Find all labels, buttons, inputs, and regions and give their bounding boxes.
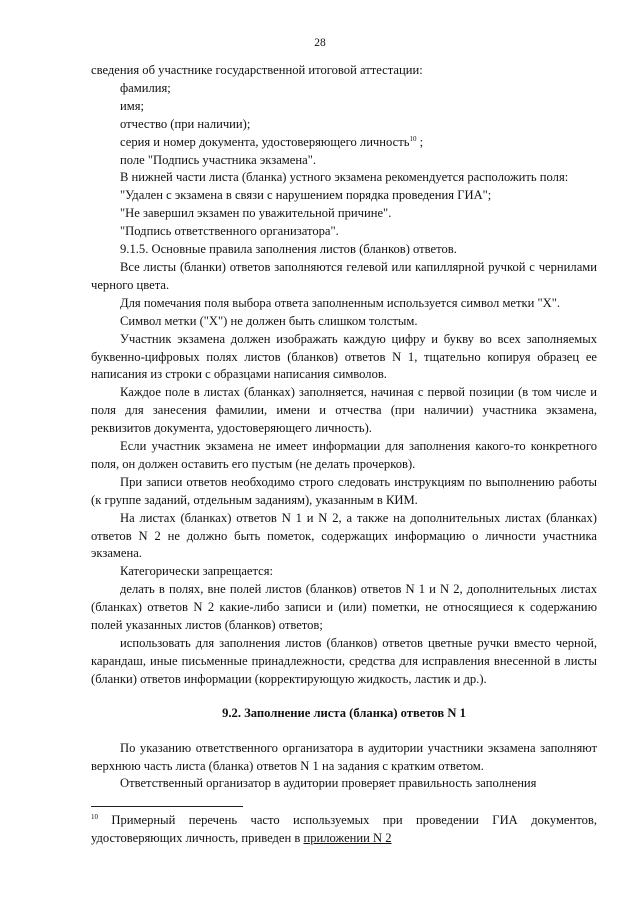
paragraph: Каждое поле в листах (бланках) заполняется, начиная с первой позиции (в том числе и поля для занесения фамилии, имени и отчества (при наличии) участника экзамена, реквизитов документа, удостоверяющего личность). [91, 385, 597, 436]
paragraph: сведения об участнике государственной итоговой аттестации: [91, 63, 423, 77]
footnote-divider [91, 806, 243, 807]
paragraph: поле "Подпись участника экзамена". [120, 152, 316, 167]
document-body [91, 62, 597, 793]
paragraph: Ответственный организатор в аудитории проверяет правильность заполнения [120, 776, 537, 791]
footnote-reference[interactable]: 10 [409, 134, 417, 143]
section-subheading: 9.1.5. Основные правила заполнения листов (бланков) ответов. [120, 242, 457, 257]
paragraph: В нижней части листа (бланка) устного экзамена рекомендуется расположить поля: [120, 170, 569, 185]
paragraph: использовать для заполнения листов (бланков) ответов цветные ручки вместо черной, карандаш, иные письменные принадлежности, средства для исправления внесенной в листы (бланки) ответов информации (корректирующую жидкость, ластик и др.). [91, 636, 597, 686]
page-number: 28 [314, 37, 326, 49]
paragraph: На листах (бланках) ответов N 1 и N 2, а также на дополнительных листах (бланках) ответов N 2 не должно быть пометок, содержащих информацию о личности участника экзамена. [91, 510, 597, 561]
paragraph-text: серия и номер документа, удостоверяющего личность [120, 134, 410, 149]
paragraph: По указанию ответственного организатора в аудитории участники экзамена заполняют верхнюю часть листа (бланка) ответов N 1 на задания с кратким ответом. [91, 740, 597, 773]
paragraph: Для помечания поля выбора ответа заполненным используется символ метки "X". [120, 295, 561, 310]
paragraph-tail: ; [416, 134, 424, 149]
paragraph: Символ метки ("X") не должен быть слишком толстым. [120, 313, 418, 328]
paragraph: Категорически запрещается: [120, 564, 274, 579]
paragraph [91, 134, 597, 152]
paragraph: Если участник экзамена не имеет информации для заполнения какого-то конкретного поля, он должен оставить его пустым (не делать прочерков). [91, 439, 597, 471]
footnote [91, 811, 597, 847]
footnote-text: Примерный перечень часто используемых при проведении ГИА документов, удостоверяющих личность, приведен в [91, 813, 597, 845]
paragraph: делать в полях, вне полей листов (бланков) ответов N 1 и N 2, дополнительных листах (бланках) ответов N 2 какие-либо записи и (или) пометки, не относящиеся к содержанию полей указанных листов (бланков) ответов; [91, 582, 597, 633]
footnote-mark: 10 [91, 812, 98, 821]
paragraph: имя; [120, 98, 145, 113]
appendix-link[interactable]: приложении N 2 [303, 831, 392, 845]
paragraph: "Подпись ответственного организатора". [120, 224, 339, 239]
paragraph: Все листы (бланки) ответов заполняются гелевой или капиллярной ручкой с чернилами черного цвета. [91, 259, 597, 292]
paragraph: фамилия; [120, 80, 171, 95]
section-heading: 9.2. Заполнение листа (бланка) ответов N 1 [222, 705, 466, 720]
paragraph: "Не завершил экзамен по уважительной причине". [120, 206, 392, 221]
paragraph: Участник экзамена должен изображать каждую цифру и букву во всех заполняемых буквенно-цифровых полях листов (бланков) ответов N 1, тщательно копируя образец ее написания из строки с образцами написания символов. [91, 331, 597, 382]
paragraph: отчество (при наличии); [120, 116, 251, 131]
paragraph: "Удален с экзамена в связи с нарушением порядка проведения ГИА"; [120, 188, 492, 203]
paragraph: При записи ответов необходимо строго следовать инструкциям по выполнению работы (к группе заданий, отдельным заданиям), указанным в КИМ. [91, 474, 597, 507]
